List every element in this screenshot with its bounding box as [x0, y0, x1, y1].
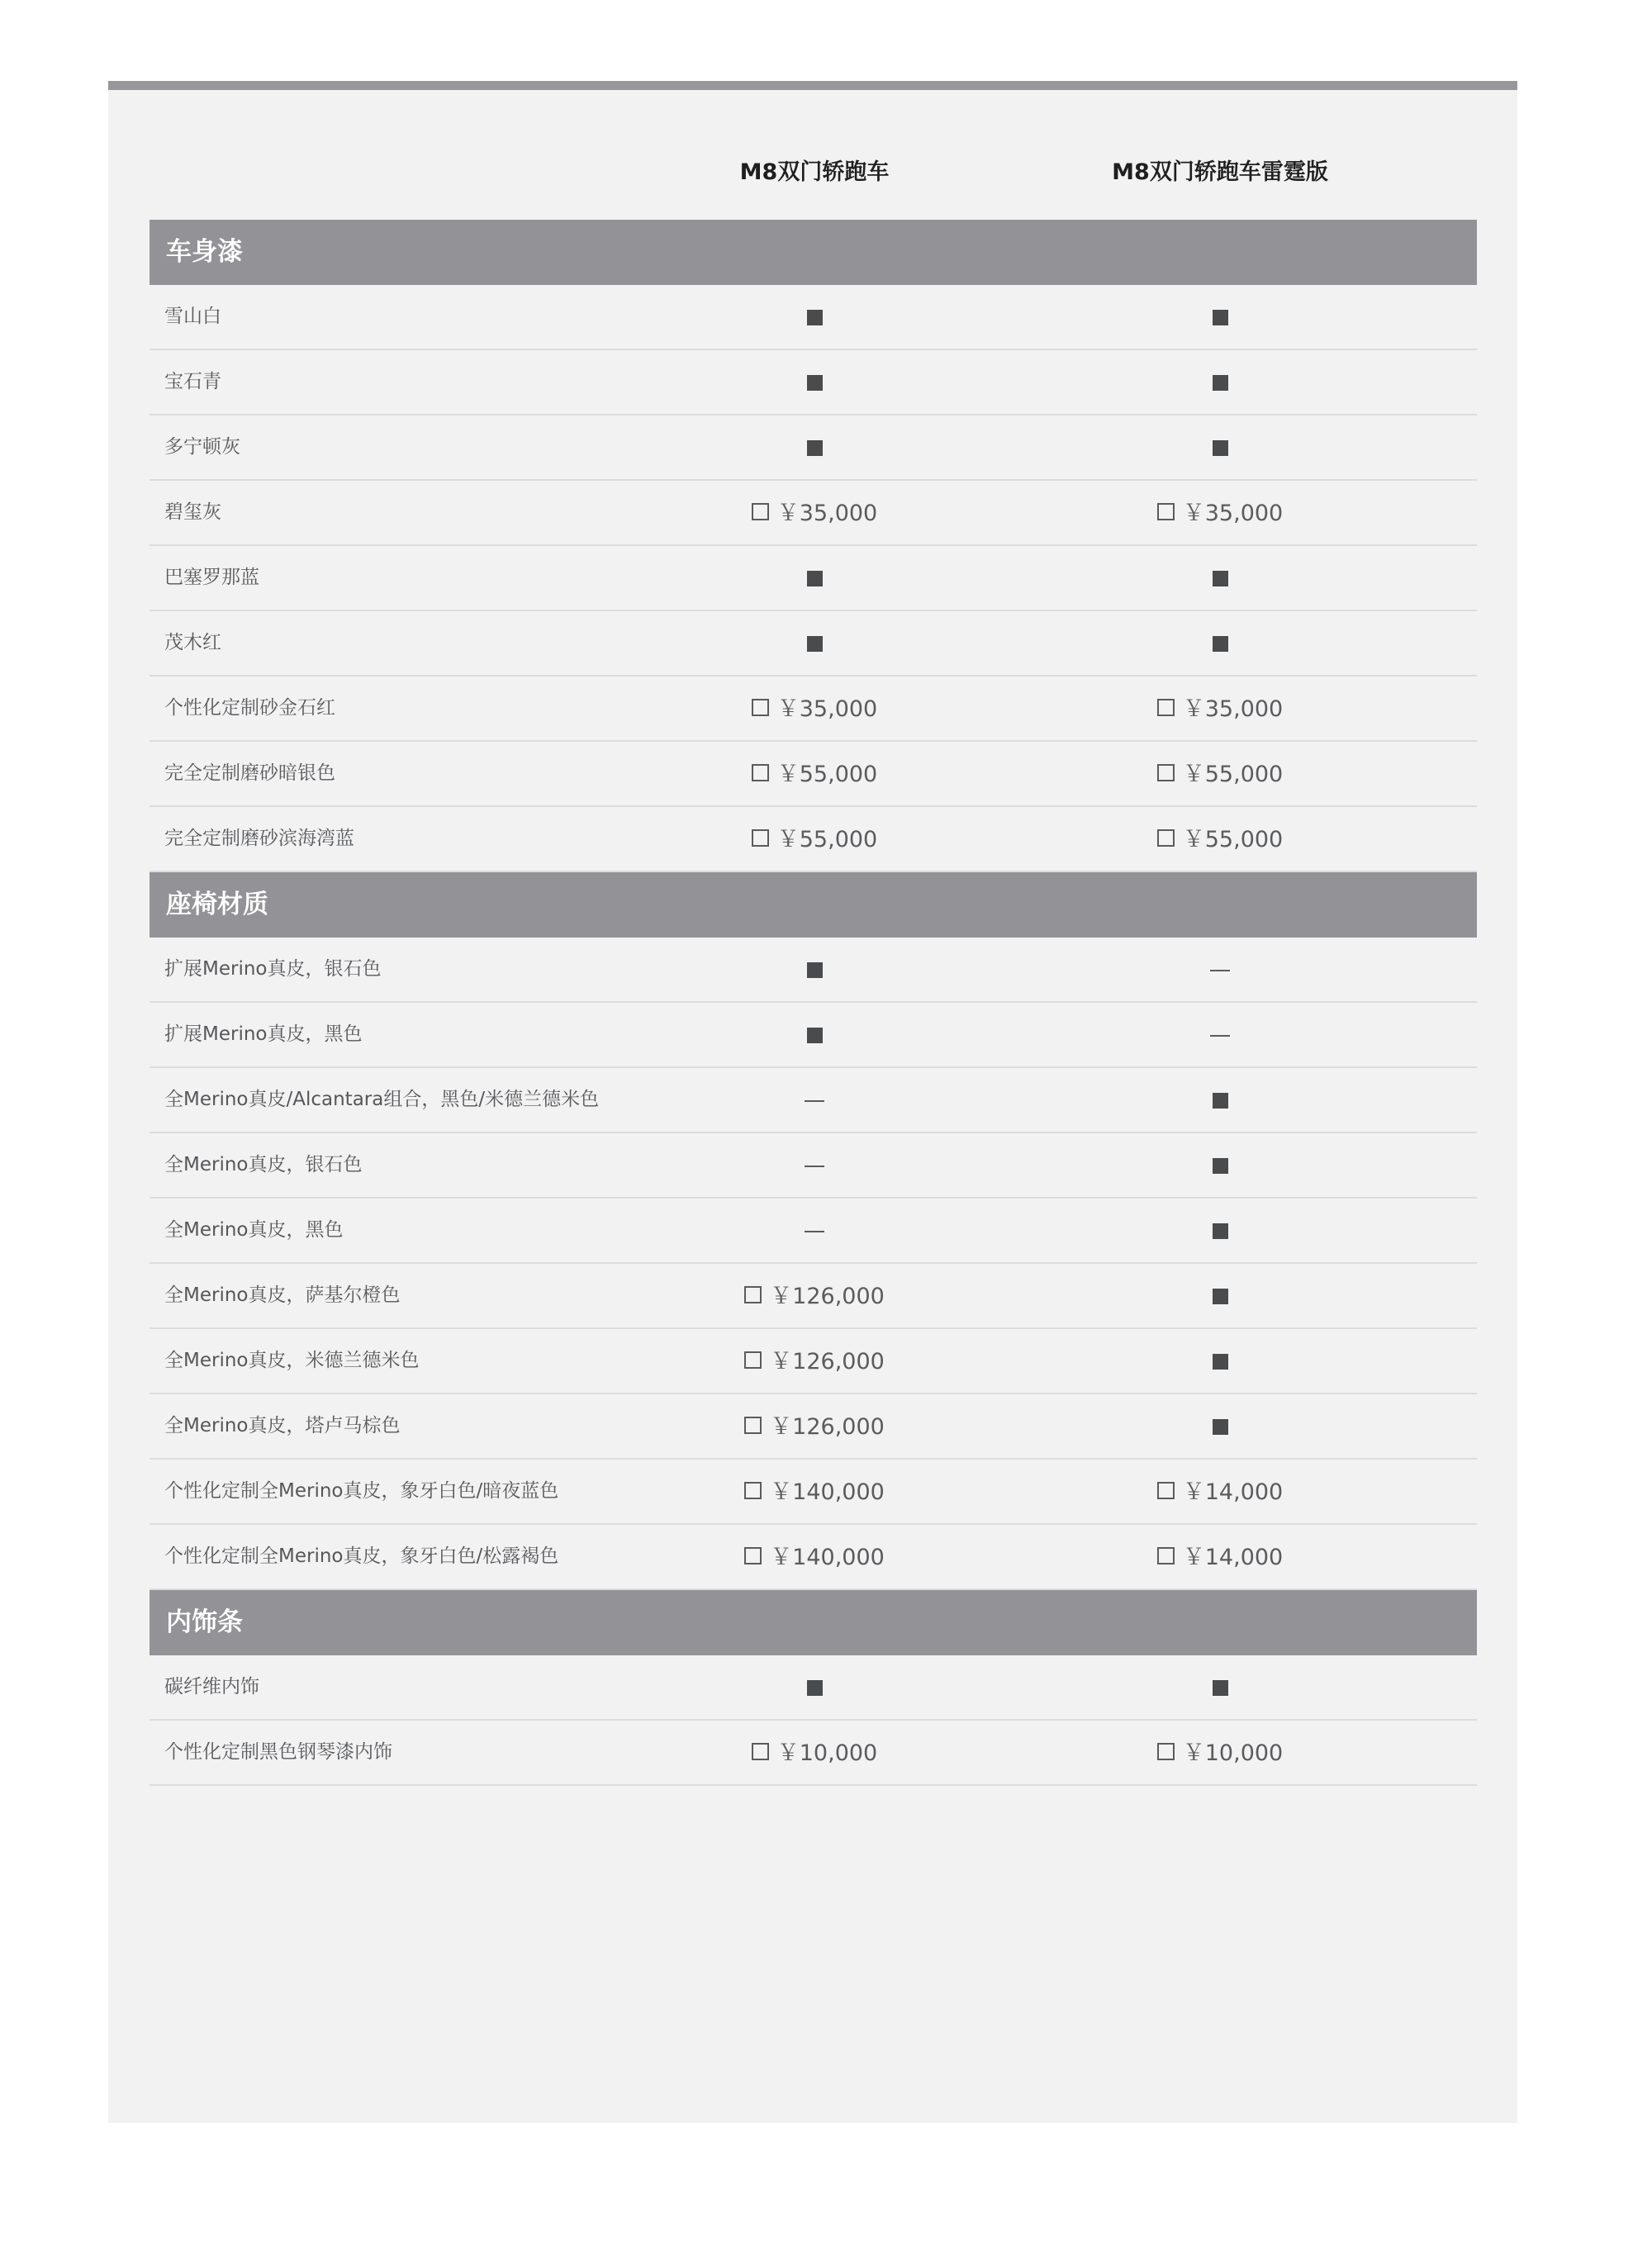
option-price: ￥14,000	[1182, 1479, 1284, 1505]
optional-equipment-icon	[744, 1547, 762, 1564]
standard-equipment-icon	[1213, 571, 1228, 586]
table-row	[150, 1460, 1477, 1525]
optional-equipment-icon	[744, 1351, 762, 1369]
standard-equipment-icon	[1213, 1223, 1228, 1239]
value-cell-m8-coupe-thunder	[1055, 415, 1385, 479]
standard-equipment-icon	[807, 310, 823, 325]
table-row	[150, 677, 1477, 742]
value-cell-m8-coupe	[649, 938, 980, 1001]
row-label: 个性化定制全Merino真皮，象牙白色/暗夜蓝色	[164, 1480, 559, 1502]
value-cell-m8-coupe-thunder	[1055, 807, 1385, 871]
value-cell-m8-coupe	[649, 1199, 980, 1262]
optional-equipment-icon	[752, 503, 769, 520]
optional-equipment-icon	[752, 1743, 769, 1760]
table-row	[150, 1394, 1477, 1460]
standard-equipment-icon	[807, 1680, 823, 1696]
not-available-dash-icon	[805, 1231, 824, 1232]
section-header: 车身漆	[150, 220, 1477, 285]
value-cell-m8-coupe	[649, 546, 980, 610]
table-row	[150, 415, 1477, 481]
value-cell-m8-coupe	[649, 481, 980, 545]
value-cell-m8-coupe-thunder	[1055, 938, 1385, 1001]
table-row	[150, 1133, 1477, 1199]
table-row	[150, 938, 1477, 1003]
value-cell-m8-coupe-thunder	[1055, 1329, 1385, 1393]
standard-equipment-icon	[807, 571, 823, 586]
option-price: ￥55,000	[776, 827, 878, 852]
option-price: ￥35,000	[776, 501, 878, 526]
column-header-row	[150, 154, 1477, 203]
value-cell-m8-coupe	[649, 285, 980, 349]
value-cell-m8-coupe-thunder	[1055, 1264, 1385, 1327]
row-label: 个性化定制黑色钢琴漆内饰	[164, 1741, 392, 1763]
table-row	[150, 350, 1477, 415]
value-cell-m8-coupe	[649, 742, 980, 806]
value-cell-m8-coupe-thunder	[1055, 1394, 1385, 1458]
column-header-m8-coupe-thunder: M8双门轿跑车雷霆版	[1112, 159, 1328, 185]
value-cell-m8-coupe-thunder	[1055, 350, 1385, 414]
table-row	[150, 1264, 1477, 1329]
value-cell-m8-coupe-thunder	[1055, 742, 1385, 806]
row-label: 雪山白	[164, 306, 221, 327]
optional-equipment-icon	[752, 764, 769, 781]
spec-panel	[108, 81, 1517, 2123]
row-label: 全Merino真皮，米德兰德米色	[164, 1350, 420, 1371]
not-available-dash-icon	[1210, 970, 1230, 971]
table-row	[150, 481, 1477, 546]
value-cell-m8-coupe	[649, 415, 980, 479]
option-price: ￥140,000	[770, 1479, 885, 1505]
optional-equipment-icon	[1157, 764, 1175, 781]
option-price: ￥14,000	[1182, 1545, 1284, 1570]
row-label: 全Merino真皮，萨基尔橙色	[164, 1284, 401, 1306]
table-row	[150, 611, 1477, 677]
option-price: ￥35,000	[776, 696, 878, 722]
table-row	[150, 807, 1477, 872]
value-cell-m8-coupe-thunder	[1055, 677, 1385, 741]
table-row	[150, 285, 1477, 350]
row-label: 完全定制磨砂暗银色	[164, 762, 335, 784]
row-label: 完全定制磨砂滨海湾蓝	[164, 828, 354, 849]
option-price: ￥126,000	[770, 1414, 885, 1440]
not-available-dash-icon	[1210, 1035, 1230, 1037]
section-header: 座椅材质	[150, 872, 1477, 938]
standard-equipment-icon	[807, 1028, 823, 1043]
standard-equipment-icon	[1213, 1354, 1228, 1370]
table-row	[150, 1721, 1477, 1786]
option-price: ￥55,000	[1182, 762, 1284, 787]
value-cell-m8-coupe-thunder	[1055, 1003, 1385, 1066]
optional-equipment-icon	[752, 699, 769, 716]
table-row	[150, 1329, 1477, 1394]
value-cell-m8-coupe-thunder	[1055, 1655, 1385, 1719]
value-cell-m8-coupe	[649, 611, 980, 675]
value-cell-m8-coupe	[649, 1721, 980, 1785]
value-cell-m8-coupe	[649, 1133, 980, 1197]
value-cell-m8-coupe	[649, 1003, 980, 1066]
value-cell-m8-coupe	[649, 1264, 980, 1328]
row-label: 扩展Merino真皮，黑色	[164, 1023, 363, 1045]
column-header-m8-coupe: M8双门轿跑车	[739, 159, 890, 185]
standard-equipment-icon	[1213, 1093, 1228, 1109]
option-price: ￥126,000	[770, 1349, 885, 1375]
value-cell-m8-coupe-thunder	[1055, 285, 1385, 349]
table-row	[150, 1068, 1477, 1133]
option-price: ￥35,000	[1182, 696, 1284, 722]
row-label: 全Merino真皮，银石色	[164, 1154, 363, 1175]
value-cell-m8-coupe	[649, 1525, 980, 1589]
value-cell-m8-coupe	[649, 1394, 980, 1459]
value-cell-m8-coupe-thunder	[1055, 1460, 1385, 1524]
option-price: ￥35,000	[1182, 501, 1284, 526]
row-label: 茂木红	[164, 632, 221, 653]
row-label: 个性化定制砂金石红	[164, 697, 335, 719]
option-price: ￥140,000	[770, 1545, 885, 1570]
optional-equipment-icon	[1157, 1743, 1175, 1760]
row-label: 多宁顿灰	[164, 436, 240, 458]
table-row	[150, 1655, 1477, 1721]
optional-equipment-icon	[1157, 503, 1175, 520]
optional-equipment-icon	[744, 1417, 762, 1434]
standard-equipment-icon	[1213, 1158, 1228, 1174]
value-cell-m8-coupe-thunder	[1055, 1133, 1385, 1197]
optional-equipment-icon	[744, 1286, 762, 1303]
row-label: 宝石青	[164, 371, 221, 392]
standard-equipment-icon	[807, 962, 823, 978]
standard-equipment-icon	[1213, 310, 1228, 325]
option-price: ￥126,000	[770, 1284, 885, 1309]
table-row	[150, 546, 1477, 611]
row-label: 全Merino真皮，黑色	[164, 1219, 344, 1241]
row-label: 全Merino真皮/Alcantara组合，黑色/米德兰德米色	[164, 1089, 600, 1110]
option-price: ￥55,000	[1182, 827, 1284, 852]
option-price: ￥55,000	[776, 762, 878, 787]
value-cell-m8-coupe	[649, 1329, 980, 1394]
value-cell-m8-coupe-thunder	[1055, 481, 1385, 545]
standard-equipment-icon	[1213, 375, 1228, 391]
standard-equipment-icon	[1213, 1419, 1228, 1435]
table-row	[150, 1199, 1477, 1264]
optional-equipment-icon	[744, 1482, 762, 1499]
value-cell-m8-coupe-thunder	[1055, 1525, 1385, 1589]
optional-equipment-icon	[1157, 1547, 1175, 1564]
value-cell-m8-coupe-thunder	[1055, 1721, 1385, 1785]
standard-equipment-icon	[1213, 440, 1228, 456]
standard-equipment-icon	[807, 375, 823, 391]
value-cell-m8-coupe	[649, 350, 980, 414]
table-row	[150, 1003, 1477, 1068]
not-available-dash-icon	[805, 1100, 824, 1102]
optional-equipment-icon	[1157, 829, 1175, 847]
option-price: ￥10,000	[776, 1740, 878, 1766]
value-cell-m8-coupe-thunder	[1055, 611, 1385, 675]
standard-equipment-icon	[807, 636, 823, 652]
value-cell-m8-coupe	[649, 677, 980, 741]
value-cell-m8-coupe-thunder	[1055, 546, 1385, 610]
spec-table	[150, 220, 1477, 1786]
optional-equipment-icon	[1157, 1482, 1175, 1499]
row-label: 碳纤维内饰	[164, 1676, 259, 1697]
standard-equipment-icon	[1213, 1289, 1228, 1304]
value-cell-m8-coupe	[649, 1068, 980, 1132]
row-label: 巴塞罗那蓝	[164, 567, 259, 588]
table-row	[150, 742, 1477, 807]
row-label: 扩展Merino真皮，银石色	[164, 958, 382, 980]
value-cell-m8-coupe-thunder	[1055, 1199, 1385, 1262]
optional-equipment-icon	[1157, 699, 1175, 716]
row-label: 个性化定制全Merino真皮，象牙白色/松露褐色	[164, 1545, 559, 1567]
value-cell-m8-coupe	[649, 1460, 980, 1524]
row-label: 全Merino真皮，塔卢马棕色	[164, 1415, 401, 1436]
section-header: 内饰条	[150, 1590, 1477, 1655]
not-available-dash-icon	[805, 1166, 824, 1167]
value-cell-m8-coupe	[649, 1655, 980, 1719]
value-cell-m8-coupe-thunder	[1055, 1068, 1385, 1132]
standard-equipment-icon	[1213, 1680, 1228, 1696]
row-label: 碧玺灰	[164, 501, 221, 523]
value-cell-m8-coupe	[649, 807, 980, 871]
table-row	[150, 1525, 1477, 1590]
standard-equipment-icon	[807, 440, 823, 456]
standard-equipment-icon	[1213, 636, 1228, 652]
optional-equipment-icon	[752, 829, 769, 847]
option-price: ￥10,000	[1182, 1740, 1284, 1766]
